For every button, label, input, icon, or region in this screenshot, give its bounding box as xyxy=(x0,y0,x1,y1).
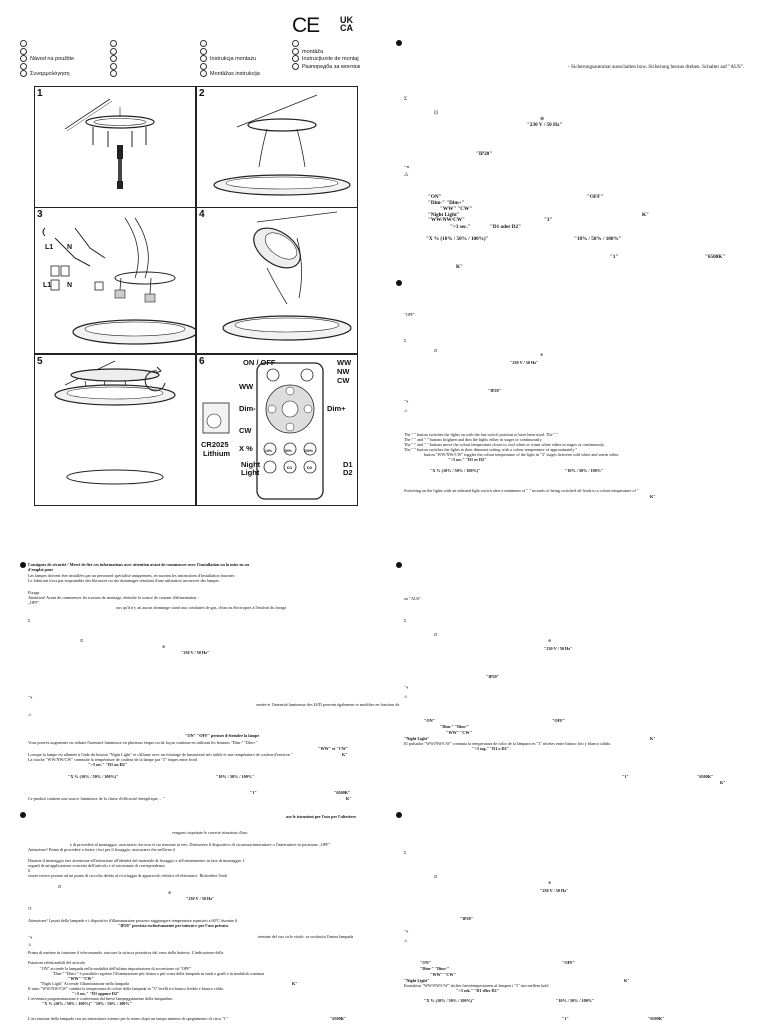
text-line: ⊕ xyxy=(548,638,552,643)
text-line: "WW" et "CW" xyxy=(318,746,349,751)
text-line: ⚠ xyxy=(404,172,409,178)
text-line: K" xyxy=(642,212,649,218)
ww-label: WW xyxy=(239,382,254,391)
text-line: K" xyxy=(456,264,463,270)
text-line: ">3 sec." "D1 or D2" xyxy=(448,457,487,462)
language-label: Návod na použitie xyxy=(30,56,75,63)
language-circle-icon xyxy=(292,63,299,70)
language-section-icon xyxy=(396,562,402,568)
text-line: Σ xyxy=(404,96,408,102)
text-line: Ce produit contient une source lumineuse de la classe d'efficacité énergétique ... " xyxy=(28,796,165,801)
text-line: "IP20" xyxy=(486,674,500,679)
language-list-col4 xyxy=(292,40,360,70)
ukca-line2: CA xyxy=(340,23,353,33)
text-line: ">3 sec." "D1 ou D2" xyxy=(88,762,128,767)
text-line: Le fabricant n'est pas responsable des blessures ou des dommages résultant d'une utilisation incorrecte des lampes. xyxy=(28,578,220,583)
text-line: essere invece portato ad un punto di raccolta dedito al riciclaggio di apparecchi elettrici ed elettronici. Richiedete l'indi xyxy=(28,873,227,878)
ukca-mark xyxy=(340,16,353,32)
text-line: ⊕ xyxy=(540,352,544,357)
text-line: "3" xyxy=(544,217,553,223)
text-line: vengono rispettate le corrette istruzioni d'uso. xyxy=(172,830,249,835)
text-line: ⊕ xyxy=(548,880,552,885)
text-line: „OFF". xyxy=(28,600,41,605)
text-line: La touche "WW/NW/CW" commute la température de couleur de la lampe par "3" étapes entre froid xyxy=(28,757,197,762)
section-title: ase le istruzioni per l'uso per l'ulteriore xyxy=(286,814,357,819)
text-line: ⚠ xyxy=(28,712,32,717)
text-line: ⊡ xyxy=(434,632,438,637)
step-number: 2 xyxy=(199,88,205,99)
text-line: "X % (10% / 50% / 100%)" xyxy=(426,236,489,242)
text-line: "230 V / 50 Hz" xyxy=(186,896,215,901)
text-line: "WW/NW/CW" xyxy=(428,217,465,223)
language-circle-icon xyxy=(110,55,117,62)
text-line: "1" xyxy=(610,254,619,260)
text-line: K" xyxy=(342,752,348,757)
text-line: ous qu'il n'y ait aucun dommage causé aux conduites de gaz, d'eau ou électriques à l'endroit du forage. xyxy=(116,605,288,610)
section-title: d'emploi pour xyxy=(28,567,54,572)
language-section-icon xyxy=(396,812,402,818)
night-label: Night xyxy=(241,460,261,469)
text-line: "6500K" xyxy=(705,254,726,260)
text-line: button "WW/NW/CW" toggles the colour temperature of the light in "3" stages between cold white and warm white. xyxy=(424,452,620,457)
text-line: Σ xyxy=(404,338,407,343)
step-number: 6 xyxy=(199,356,205,367)
text-line: ~⁎ xyxy=(404,928,409,933)
text-line: "OFF". xyxy=(404,312,417,317)
ukca-line1: UK xyxy=(340,15,353,25)
preset-10-label: 10% xyxy=(265,449,273,453)
ww-label-right: WW xyxy=(337,358,352,367)
text-line: ou "AUS". xyxy=(404,596,423,601)
step-panel-4 xyxy=(196,207,358,354)
language-label: Instrukcja montażu xyxy=(210,56,257,63)
language-circle-icon xyxy=(20,63,27,70)
language-circle-icon xyxy=(110,48,117,55)
text-line: "IP20" xyxy=(476,151,493,157)
on-off-label: ON / OFF xyxy=(243,358,276,367)
language-circle-icon xyxy=(20,40,27,47)
text-line: Il tasto "WW/NW/CW" cambia la temperatura di colore della lampada in "3" livelli tra bianco freddo e bianco caldo. xyxy=(28,986,225,991)
text-line: "6500K" xyxy=(334,790,351,795)
text-line: Σ xyxy=(404,850,407,855)
language-circle-icon xyxy=(20,70,27,77)
text-line: The " " button switches the lights on with the last switch position to have been used. The " " xyxy=(404,432,558,437)
text-line: "Dim-" "Dim+" xyxy=(420,966,450,971)
step-number: 3 xyxy=(37,209,43,220)
language-circle-icon xyxy=(200,55,207,62)
dim-plus-label: Dim+ xyxy=(327,404,346,413)
text-line: Prima di mettere in funzione il telecomando, staccare la striscia protettiva dal vano della batteria. L'indicazione della xyxy=(28,950,224,955)
text-line: ">3 sec." xyxy=(450,224,471,230)
text-line: ⊕ xyxy=(540,116,545,122)
text-line: ⚠ xyxy=(404,408,408,413)
text-line: Durante il montaggio fare attenzione all'attenzione all'identità del materiale di fissaggio e all'orientamento in fase di montaggio. I xyxy=(28,858,245,863)
text-line: - Sicherungsautomat ausschalten bzw. Sicherung heraus drehen. Schalter auf "AUS". xyxy=(568,64,745,70)
text-line: e di procedere al montaggio, assicurarsi che non vi sia tensione in rete. Disinserire il dispositivo di sicurezza/interruttore o l'interruttore in posizione „OFF". xyxy=(70,842,332,847)
text-line: "230 V / 50 Hz" xyxy=(181,650,210,655)
text-line: "OFF" xyxy=(552,718,566,723)
text-line: K" xyxy=(650,494,656,499)
language-list-col2 xyxy=(110,40,120,78)
text-line: K" xyxy=(292,981,298,986)
text-line: K" xyxy=(650,736,656,741)
text-line: "Night Light" Accende l'illuminazione nella lampada xyxy=(40,981,129,986)
language-circle-icon xyxy=(200,63,207,70)
wiring-connection-illustration xyxy=(35,208,195,353)
text-line: "1" xyxy=(562,1016,569,1021)
language-list-col1 xyxy=(20,40,74,78)
text-line: ">3 sec." "D1 oppure D2" xyxy=(72,991,120,996)
text-line: "IP20" xyxy=(460,916,474,921)
language-circle-icon xyxy=(110,63,117,70)
language-circle-icon xyxy=(292,55,299,62)
text-line: "1" xyxy=(250,790,257,795)
text-line: ~⁎ xyxy=(404,164,410,170)
preset-50-label: 50% xyxy=(285,449,293,453)
text-line: Fixage xyxy=(28,590,40,595)
language-circle-icon xyxy=(110,40,117,47)
text-line: "Dim-" "Dim+" xyxy=(440,724,470,729)
text-line: "230 V / 50 Hz" xyxy=(510,360,539,365)
text-line: "Night Light" xyxy=(428,212,460,218)
text-line: "OFF" xyxy=(562,960,576,965)
text-line: "6500K" xyxy=(330,1016,347,1021)
language-section-icon xyxy=(20,812,26,818)
text-line: ~⁎ xyxy=(28,934,33,939)
text-line: "Dim-" "Dim+" è possibile regolare l'illuminazione più chiara o più scura della lampada in stadi o gradi e in modalità continua xyxy=(52,971,265,976)
text-line: Funzioni selezionabili del articolo xyxy=(28,960,86,965)
mounted-bracket-illustration xyxy=(197,87,357,207)
text-line: ⊡ xyxy=(434,874,438,879)
text-line: "WW" "CW" xyxy=(430,972,456,977)
text-line: ☈ xyxy=(28,906,32,911)
text-line: K" xyxy=(346,796,352,801)
text-line: L'avvenuta programmazione è confermata dal breve lampeggiamento della lampadina. xyxy=(28,996,173,1001)
language-section-icon xyxy=(20,562,26,568)
battery-type-label: CR2025 xyxy=(201,440,229,449)
text-line: "IP20" xyxy=(488,388,502,393)
text-line: "Night Light" xyxy=(404,978,430,983)
d1-button-label: D1 xyxy=(287,465,293,470)
text-line: ">3 sek." "D1 eller D2" xyxy=(456,988,499,993)
text-line: "Night Light" xyxy=(404,736,430,741)
text-line: "WW" "CW" xyxy=(440,206,473,212)
text-line: "X % (10% / 50% / 100%)" xyxy=(424,998,475,1003)
text-line: ⚠ xyxy=(28,942,32,947)
text-line: Σ xyxy=(28,618,31,623)
language-section-icon xyxy=(396,40,402,46)
language-circle-icon xyxy=(20,48,27,55)
step-number: 4 xyxy=(199,209,205,220)
d1-label: D1 xyxy=(343,460,353,469)
text-line: "X % (10% / 50% / 100%)" xyxy=(430,468,481,473)
language-circle-icon xyxy=(200,70,207,77)
text-line: "ON" xyxy=(428,194,442,200)
language-label: Разпоредба за монтаж xyxy=(302,63,361,70)
text-line: ⊡ xyxy=(80,638,84,643)
text-line: "230 V / 50 Hz" xyxy=(527,122,563,128)
text-line: Les lampes doivent être installées par un personnel spécialisé uniquement, en suivant les instructions d'installation fournies xyxy=(28,573,235,578)
x-percent-label: X % xyxy=(239,444,253,453)
language-circle-icon xyxy=(110,70,117,77)
text-line: "10% / 50% / 100%" xyxy=(216,774,255,779)
wire-label-l1: L1 xyxy=(45,244,54,251)
language-label: Montāžas instrukcija xyxy=(210,71,260,78)
text-line: termine del suo ciclo vitale, va sostituita l'intera lampada xyxy=(258,934,354,939)
language-circle-icon xyxy=(292,40,299,47)
text-line: "10% / 50% / 100%" xyxy=(574,236,622,242)
text-line: Kontaktus "WW/NW/CW" skifter farvetemperaturen af lampen i "3" trin mellem kold xyxy=(404,983,549,988)
text-line: Lorsque la lampe est allumée à l'aide du bouton "Night Light" et s'allume avec un éclairage de luminosité très faible et une température de couleur d'environ " xyxy=(28,752,293,757)
text-line: K" xyxy=(720,780,726,785)
text-line: Attenzione! I punti delle lampade e i dispositivi d'illuminazione possono raggiungere temperature superiori a 60°C durante il xyxy=(28,918,238,923)
language-label: Συναρμολόγηση xyxy=(30,71,70,78)
light-label: Light xyxy=(241,468,260,477)
text-line: "ON" "OFF" permet d'éteindre la lampe xyxy=(185,733,260,738)
text-line: "WW" "CW" xyxy=(446,730,472,735)
text-line: ⊡ xyxy=(58,884,62,889)
text-line: L'accensione della lampada con un interruttore esterno per lo meno dopo un tempo minimo di spegnimento di circa "1" xyxy=(28,1016,228,1021)
text-line: ~⁎ xyxy=(28,694,33,699)
language-label: montāža xyxy=(302,48,324,55)
step-panel-3 xyxy=(34,207,196,354)
ce-mark: CE xyxy=(292,14,320,37)
text-line: The " " and " " buttons move the colour temperature closer to cool white or warm white either in stages or continuously. xyxy=(404,442,605,447)
text-line: "X % (10% / 50% / 100%)" "10% / 50% / 100%" xyxy=(42,1001,132,1006)
wire-label-n: N xyxy=(67,282,73,289)
text-line: ⊡ xyxy=(434,110,439,116)
text-line: ⚠ xyxy=(404,694,408,699)
step-panel-1 xyxy=(34,86,196,208)
text-line: ⚠ xyxy=(404,938,408,943)
step-panel-2 xyxy=(196,86,358,208)
step-number: 5 xyxy=(37,356,43,367)
step-number: 1 xyxy=(37,88,43,99)
text-line: "ON" xyxy=(424,718,435,723)
text-line: ~⁎ xyxy=(404,398,409,403)
text-line: Switching on the lights with an onboard light switch after a minimum of " " seconds of being switched off leads to a colour temperature of " xyxy=(404,488,639,493)
text-line: "ON" accende la lampada nella modalità dell'ultima impostazione di accensione sti "OFF" xyxy=(40,966,192,971)
text-line: Attenzione! Prima di procedere a forare i fori per il fissaggio, assicurarsi che nell'area d xyxy=(28,847,175,852)
language-circle-icon xyxy=(200,40,207,47)
text-line: The " " and " " buttons brighten and dim the lights either in stages or continuously. xyxy=(404,437,543,442)
wire-label-l1: L1 xyxy=(43,282,52,289)
step-panel-6 xyxy=(196,354,358,506)
d2-label: D2 xyxy=(343,468,353,477)
language-circle-icon xyxy=(292,48,299,55)
attach-lamp-illustration xyxy=(197,208,357,353)
text-line: "D1 oder D2" xyxy=(490,224,522,230)
text-line: ⊕ xyxy=(168,890,172,895)
text-line: "1" xyxy=(622,774,629,779)
cw-label: CW xyxy=(239,426,252,435)
text-line: "230 V / 50 Hz" xyxy=(540,888,569,893)
wire-label-n: N xyxy=(67,244,73,251)
text-line: K" xyxy=(624,978,630,983)
language-list-col3 xyxy=(200,40,260,78)
battery-chemistry-label: Lithium xyxy=(203,449,231,458)
text-line: "10% / 50% / 100%" xyxy=(556,998,595,1003)
text-line: El pulsador "WW/NW/CW" conmuta la temperatura de color de la lámpara en "3" niveles entre blanco frío y blanco cálido. xyxy=(404,741,612,746)
text-line: "WW" "CW" xyxy=(68,976,94,981)
d2-button-label: D2 xyxy=(307,465,313,470)
ceiling-mount-drill-illustration xyxy=(35,87,195,207)
text-line: "OFF" xyxy=(587,194,604,200)
text-line: "6500K" xyxy=(697,774,714,779)
text-line: sentée et l'intensité lumineuse des LED peuvent également se modifier en fonction de xyxy=(256,702,400,707)
language-circle-icon xyxy=(20,55,27,62)
text-line: Σ xyxy=(404,618,407,623)
rotate-cover-illustration xyxy=(35,355,195,505)
text-line: "X % (10% / 50% / 100%)" xyxy=(68,774,119,779)
remote-control-illustration xyxy=(197,355,357,505)
text-line: The " " button switches the lights to their dimmest setting with a colour temperature of approximately " xyxy=(404,447,578,452)
language-circle-icon xyxy=(200,48,207,55)
dim-minus-label: Dim- xyxy=(239,404,256,413)
text-line: segnali di un'applicazione scorretta dell'articolo e al sottostante di corrispondenza. xyxy=(28,863,166,868)
language-section-icon xyxy=(396,280,402,286)
text-line: "10% / 50% / 100%" xyxy=(565,468,604,473)
text-line: ⊕ xyxy=(162,644,166,649)
text-line: ⊡ xyxy=(434,348,438,353)
text-line: "ON" xyxy=(420,960,431,965)
text-line: ~⁎ xyxy=(404,684,409,689)
text-line: Vous pouvez augmenter ou réduire l'intensité lumineuse en plusieurs étapes ou de façon continue en utilisant les boutons "Dim-" "Dim+" xyxy=(28,740,258,745)
cw-label-right: CW xyxy=(337,376,350,385)
preset-100-label: 100% xyxy=(304,449,313,453)
text-line: "Dim-" "Dim+" xyxy=(428,200,465,206)
language-label: Instrucțiunile de montaj xyxy=(302,56,359,63)
step-panel-5 xyxy=(34,354,196,506)
nw-label: NW xyxy=(337,367,350,376)
text-line: ">3 seg." "D1 o D2" xyxy=(472,746,509,751)
text-line: Σ xyxy=(28,868,31,873)
section-title: Consignes de sécurité / Merci de lire ces informations avec attention avant de commencer avec l'installation ou la mise en ou xyxy=(28,562,249,567)
text-line: "IP20" prevista esclusivamente per interni e per l'uso privato. xyxy=(118,923,229,928)
text-line: Attention! Avant de commencer les travaux de montage, éteindre la source de courant d'alimentation - xyxy=(28,595,199,600)
text-line: "6500K" xyxy=(648,1016,665,1021)
text-line: "230 V / 50 Hz" xyxy=(544,646,573,651)
